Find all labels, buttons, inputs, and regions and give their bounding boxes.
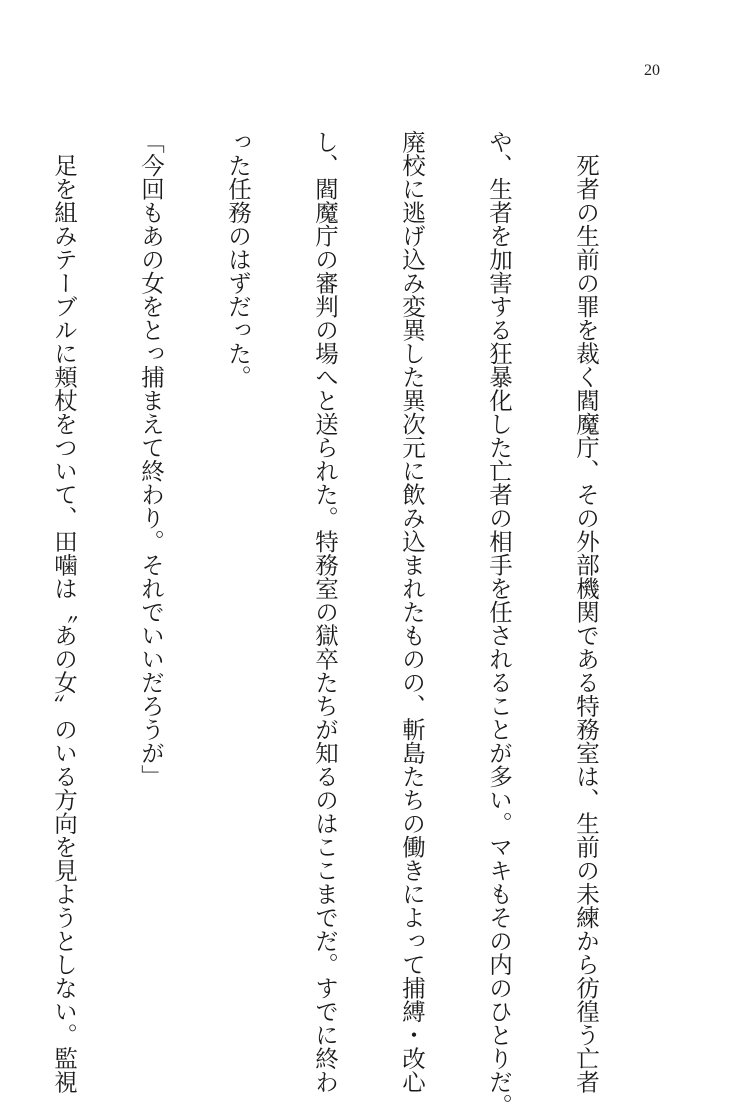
text-line: 足を組みテーブルに頬杖をついて、田噛は〝あの女〟のいる方向を見ようとしない。監視 xyxy=(50,130,78,1094)
page-number: 20 xyxy=(644,62,660,79)
text-line: った任務のはずだった。 xyxy=(224,130,252,389)
text-line: 廃校に逃げ込み変異した異次元に飲み込まれたものの、斬島たちの働きによって捕縛・改心 xyxy=(398,130,426,1094)
body-text xyxy=(0,130,658,1117)
text-line: 「今回もあの女をとっ捕まえて終わり。それでいいだろうが」 xyxy=(137,130,165,788)
text-line: 死者の生前の罪を裁く閻魔庁、その外部機関である特務室は、生前の未練から彷徨う亡者 xyxy=(572,130,600,1094)
text-line: や、生者を加害する狂暴化した亡者の相手を任されることが多い。マキもその内のひとりだ。 xyxy=(485,130,513,1117)
text-line: し、閻魔庁の審判の場へと送られた。特務室の獄卒たちが知るのはここまでだ。すでに終わ xyxy=(311,130,339,1094)
